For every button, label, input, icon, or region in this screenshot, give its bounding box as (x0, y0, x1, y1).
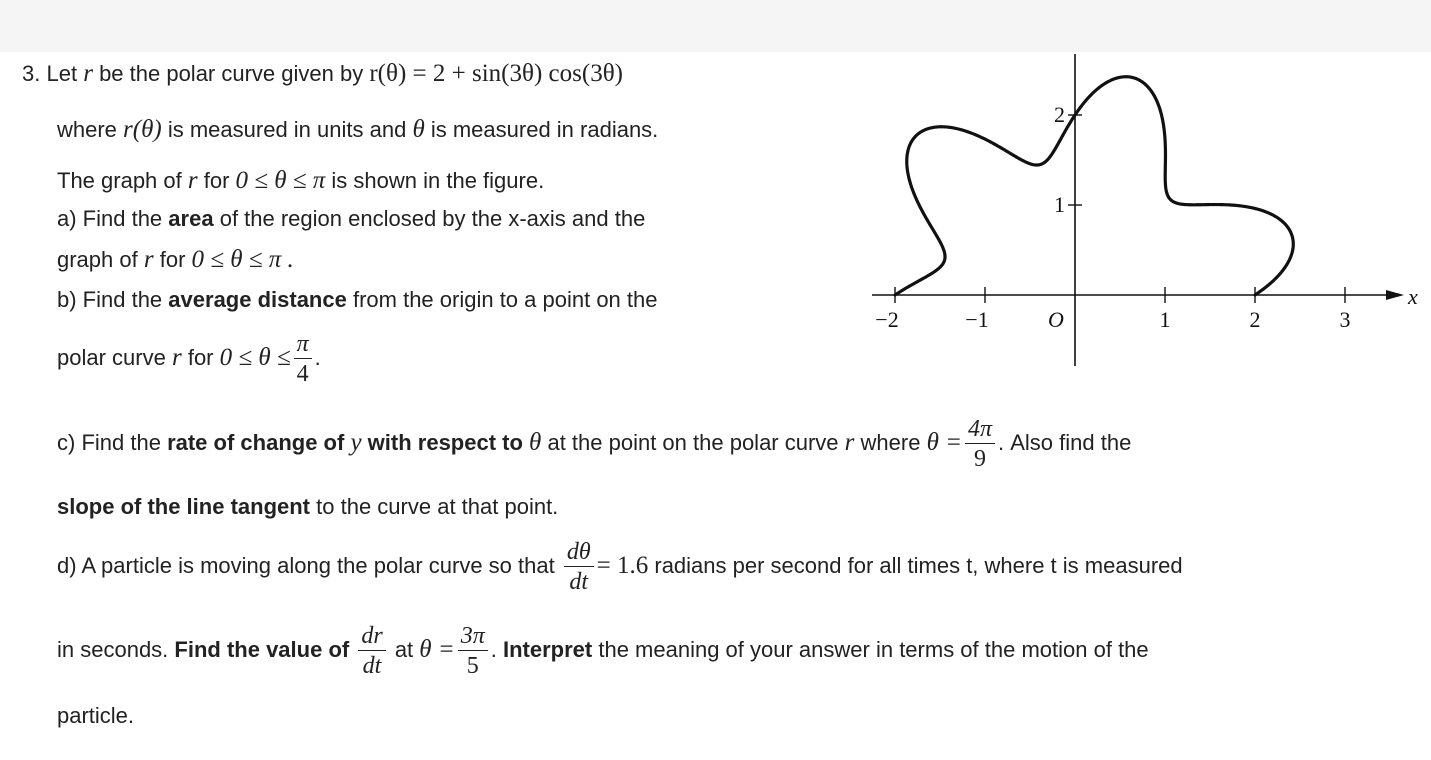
x-tick-label: 1 (1159, 307, 1171, 332)
var-r: r (143, 246, 154, 273)
line3-text-1: The graph of (57, 168, 182, 193)
x-axis-arrow (1386, 290, 1404, 300)
part-c-text-5: to the curve at that point. (316, 494, 559, 519)
four-pi-over-9-fraction: $\frac{4\pi}{9}$ (965, 417, 995, 471)
part-c-bold-rate: rate of change of (167, 429, 345, 455)
part-c-line-2 (57, 494, 558, 520)
part-d-text-3: in seconds. (57, 636, 169, 662)
var-theta: θ (529, 428, 542, 456)
part-c-text-3: where (860, 429, 921, 455)
part-d-text-2: radians per second for all times t, where t is measured (654, 552, 1183, 578)
x-tick-label: −1 (965, 307, 989, 332)
part-b-text-3: polar curve (57, 344, 166, 370)
line2-text-1: where (57, 117, 117, 142)
line2-text-2: is measured in units and (167, 117, 407, 142)
intro-text-2: be the polar curve given by (99, 61, 364, 86)
part-c-text-2: at the point on the polar curve (547, 429, 839, 455)
top-bar (0, 0, 1431, 52)
part-d-bold-find: Find the value of (174, 636, 350, 662)
dtheta-dt-fraction: $\frac{d\theta}{dt}$ (564, 540, 594, 594)
y-tick-label: 1 (1054, 192, 1065, 217)
x-axis-label: x (1408, 284, 1418, 309)
part-d-text-6: the meaning of your answer in terms of the motion of the (598, 636, 1149, 662)
origin-label: O (1048, 307, 1064, 332)
part-d-bold-interpret: Interpret (502, 636, 593, 662)
problem-number: 3. (22, 61, 41, 86)
y-ticks (1054, 102, 1082, 217)
part-a-line-2 (57, 247, 294, 273)
part-d-line-2 (57, 624, 1149, 678)
part-c-bold-slope: slope of the line tangent (57, 494, 311, 519)
intro-text-1: Let (46, 61, 78, 86)
var-r: r (187, 167, 198, 194)
x-ticks (875, 287, 1350, 332)
part-a-text-4: for (159, 247, 186, 272)
part-d-text-4: at (394, 636, 414, 662)
theta-range: 0 ≤ θ ≤ (219, 343, 291, 371)
line2-text-3: is measured in radians. (430, 117, 659, 142)
part-b-line-1 (57, 287, 658, 313)
y-tick-label: 2 (1054, 102, 1065, 127)
graph-description-line (57, 168, 544, 194)
part-c-text-4: . Also find the (998, 429, 1132, 455)
polar-curve-graph (868, 50, 1428, 370)
curve-equation: r(θ) = 2 + sin(3θ) cos(3θ) (369, 60, 624, 87)
theta-equals: θ = (419, 635, 455, 663)
pi-over-4-fraction: $\frac{\pi}{4}$ (294, 332, 312, 386)
part-a-line-1 (57, 206, 645, 232)
var-r-theta: r(θ) (123, 116, 162, 143)
part-a-text-3: graph of (57, 247, 138, 272)
part-b-text-2: from the origin to a point on the (352, 287, 658, 312)
part-b-text-1: b) Find the (57, 287, 163, 312)
theta-range: 0 ≤ θ ≤ π (235, 167, 326, 194)
rate-value: = 1.6 (596, 551, 649, 579)
three-pi-over-5-fraction: $\frac{3\pi}{5}$ (458, 624, 488, 678)
part-a-text-2: of the region enclosed by the x-axis and the (219, 206, 646, 231)
part-d-text-7: particle. (57, 703, 135, 728)
part-c-text-1: c) Find the (57, 429, 161, 455)
part-d-line-1 (57, 540, 1183, 594)
var-r: r (83, 60, 93, 87)
var-theta: θ (412, 116, 425, 143)
polar-curve (895, 77, 1293, 295)
part-b-text-4: for (187, 344, 214, 370)
x-tick-label: 3 (1339, 307, 1351, 332)
theta-range: 0 ≤ θ ≤ π . (191, 246, 294, 273)
line3-text-2: for (203, 168, 230, 193)
part-c-bold-respect: with respect to (367, 429, 523, 455)
part-a-bold-area: area (168, 206, 214, 231)
part-b-bold-average-distance: average distance (168, 287, 347, 312)
problem-intro-line (22, 61, 623, 87)
dr-dt-fraction: $\frac{dr}{dt}$ (358, 624, 385, 678)
part-c-line-1 (57, 417, 1131, 471)
x-tick-label: −2 (875, 307, 899, 332)
line3-text-3: is shown in the figure. (331, 168, 545, 193)
part-d-text-5: . (490, 636, 497, 662)
part-a-text-1: a) Find the (57, 206, 163, 231)
units-line (57, 117, 658, 143)
theta-equals: θ = (926, 428, 962, 456)
var-y: y (350, 428, 362, 456)
var-r: r (171, 343, 182, 371)
part-d-text-1: d) A particle is moving along the polar curve so that (57, 552, 555, 578)
var-r: r (844, 428, 855, 456)
part-b-line-2: polar curve r for 0 ≤ θ ≤ $\frac{\pi}{4}$ . (57, 331, 321, 387)
x-tick-label: 2 (1249, 307, 1261, 332)
part-d-line-3 (57, 703, 134, 729)
